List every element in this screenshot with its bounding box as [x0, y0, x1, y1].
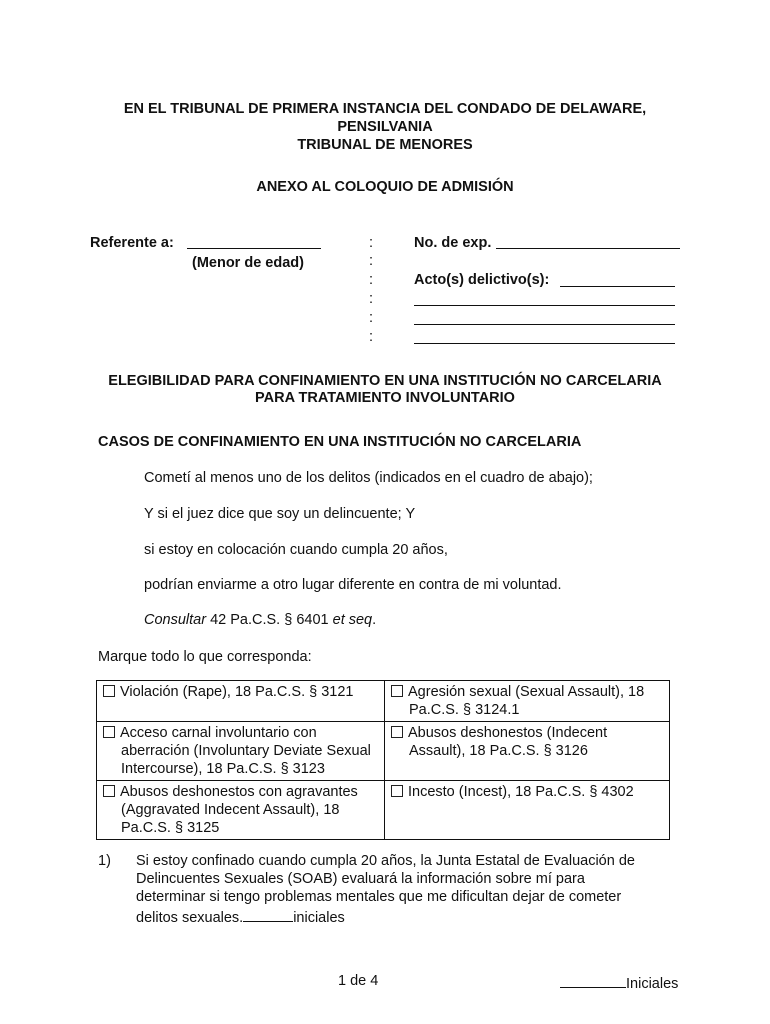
citation-statute: 42 Pa.C.S. § 6401 [206, 612, 333, 628]
offense-label: Acto(s) delictivo(s): [414, 272, 550, 288]
offense-indecent-assault: Abusos deshonestos (Indecent Assault), 18 Pa.C.S. § 3126 [408, 725, 608, 759]
table-row [97, 722, 670, 781]
offense-blank[interactable] [414, 305, 675, 306]
checkbox[interactable] [391, 785, 403, 797]
section-subheading: CASOS DE CONFINAMIENTO EN UNA INSTITUCIÓN NO CARCELARIA [98, 434, 582, 450]
court-heading-line1: EN EL TRIBUNAL DE PRIMERA INSTANCIA DEL CONDADO DE DELAWARE, [123, 101, 647, 117]
citation-period: . [372, 612, 377, 628]
offense-blank[interactable] [414, 324, 675, 325]
paragraph-offense: Cometí al menos uno de los delitos (indicados en el cuadro de abajo); [144, 470, 593, 486]
initials-blank[interactable] [243, 907, 293, 922]
offense-cell[interactable] [97, 722, 385, 781]
footer-initials [560, 973, 678, 992]
offense-rape: Violación (Rape), 18 Pa.C.S. § 3121 [120, 684, 354, 700]
item1-initials-label: iniciales [293, 910, 345, 926]
offense-cell[interactable] [385, 781, 670, 840]
item1-line1: Si estoy confinado cuando cumpla 20 años, la Junta Estatal de Evaluación de [136, 853, 635, 869]
footer-initials-label: Iniciales [626, 976, 679, 992]
docket-number-blank[interactable] [496, 248, 680, 249]
caption-colon: : [369, 235, 374, 251]
checkbox[interactable] [391, 726, 403, 738]
checkbox[interactable] [391, 685, 403, 697]
offense-incest: Incesto (Incest), 18 Pa.C.S. § 4302 [408, 784, 634, 800]
minor-label: (Menor de edad) [192, 255, 304, 271]
docket-label: No. de exp. [414, 235, 492, 251]
page-number: 1 de 4 [338, 973, 379, 989]
offense-blank[interactable] [560, 286, 675, 287]
paragraph-placement: si estoy en colocación cuando cumpla 20 años, [144, 542, 448, 558]
caption-colon: : [369, 310, 374, 326]
paragraph-judge: Y si el juez dice que soy un delincuente; Y [144, 506, 416, 522]
offense-sexual-assault: Agresión sexual (Sexual Assault), 18 Pa.C.S. § 3124.1 [408, 684, 645, 718]
table-row [97, 681, 670, 722]
caption-colon: : [369, 291, 374, 307]
footer-initials-blank[interactable] [560, 973, 626, 988]
offense-cell[interactable] [97, 781, 385, 840]
offense-idsi: Acceso carnal involuntario con aberración (Involuntary Deviate Sexual Intercourse), 18 Pa.C.S. § 3123 [120, 725, 371, 777]
checkbox[interactable] [103, 726, 115, 738]
minor-name-blank[interactable] [187, 248, 321, 249]
offense-aggravated-indecent-assault: Abusos deshonestos con agravantes (Aggravated Indecent Assault), 18 Pa.C.S. § 3125 [120, 784, 358, 836]
item1-line4-prefix: delitos sexuales. [136, 910, 244, 926]
caption-colon: : [369, 329, 374, 345]
court-heading-line3: TRIBUNAL DE MENORES [297, 137, 473, 153]
item-number: 1) [98, 853, 111, 869]
item1-line2: Delincuentes Sexuales (SOAB) evaluará la información sobre mí para [136, 871, 585, 887]
table-row [97, 781, 670, 840]
offense-cell[interactable] [385, 722, 670, 781]
instruction-text: Marque todo lo que corresponda: [98, 649, 312, 665]
offense-checkbox-table [96, 680, 670, 840]
offense-blank[interactable] [414, 343, 675, 344]
item1-line4 [136, 907, 345, 926]
offense-cell[interactable] [385, 681, 670, 722]
citation-consultar: Consultar [144, 612, 207, 628]
checkbox[interactable] [103, 785, 115, 797]
caption-colon: : [369, 253, 374, 269]
statute-citation [144, 612, 376, 628]
section-title-line2: PARA TRATAMIENTO INVOLUNTARIO [255, 390, 515, 406]
caption-colon: : [369, 272, 374, 288]
document-subtitle: ANEXO AL COLOQUIO DE ADMISIÓN [256, 179, 514, 195]
offense-cell[interactable] [97, 681, 385, 722]
paragraph-transfer: podrían enviarme a otro lugar diferente en contra de mi voluntad. [144, 577, 562, 593]
checkbox[interactable] [103, 685, 115, 697]
item1-line3: determinar si tengo problemas mentales que me dificultan dejar de cometer [136, 889, 622, 905]
citation-et-seq: et seq [332, 612, 373, 628]
referente-label: Referente a: [90, 235, 174, 251]
section-title-line1: ELEGIBILIDAD PARA CONFINAMIENTO EN UNA INSTITUCIÓN NO CARCELARIA [108, 373, 662, 389]
court-heading-line2: PENSILVANIA [337, 119, 433, 135]
